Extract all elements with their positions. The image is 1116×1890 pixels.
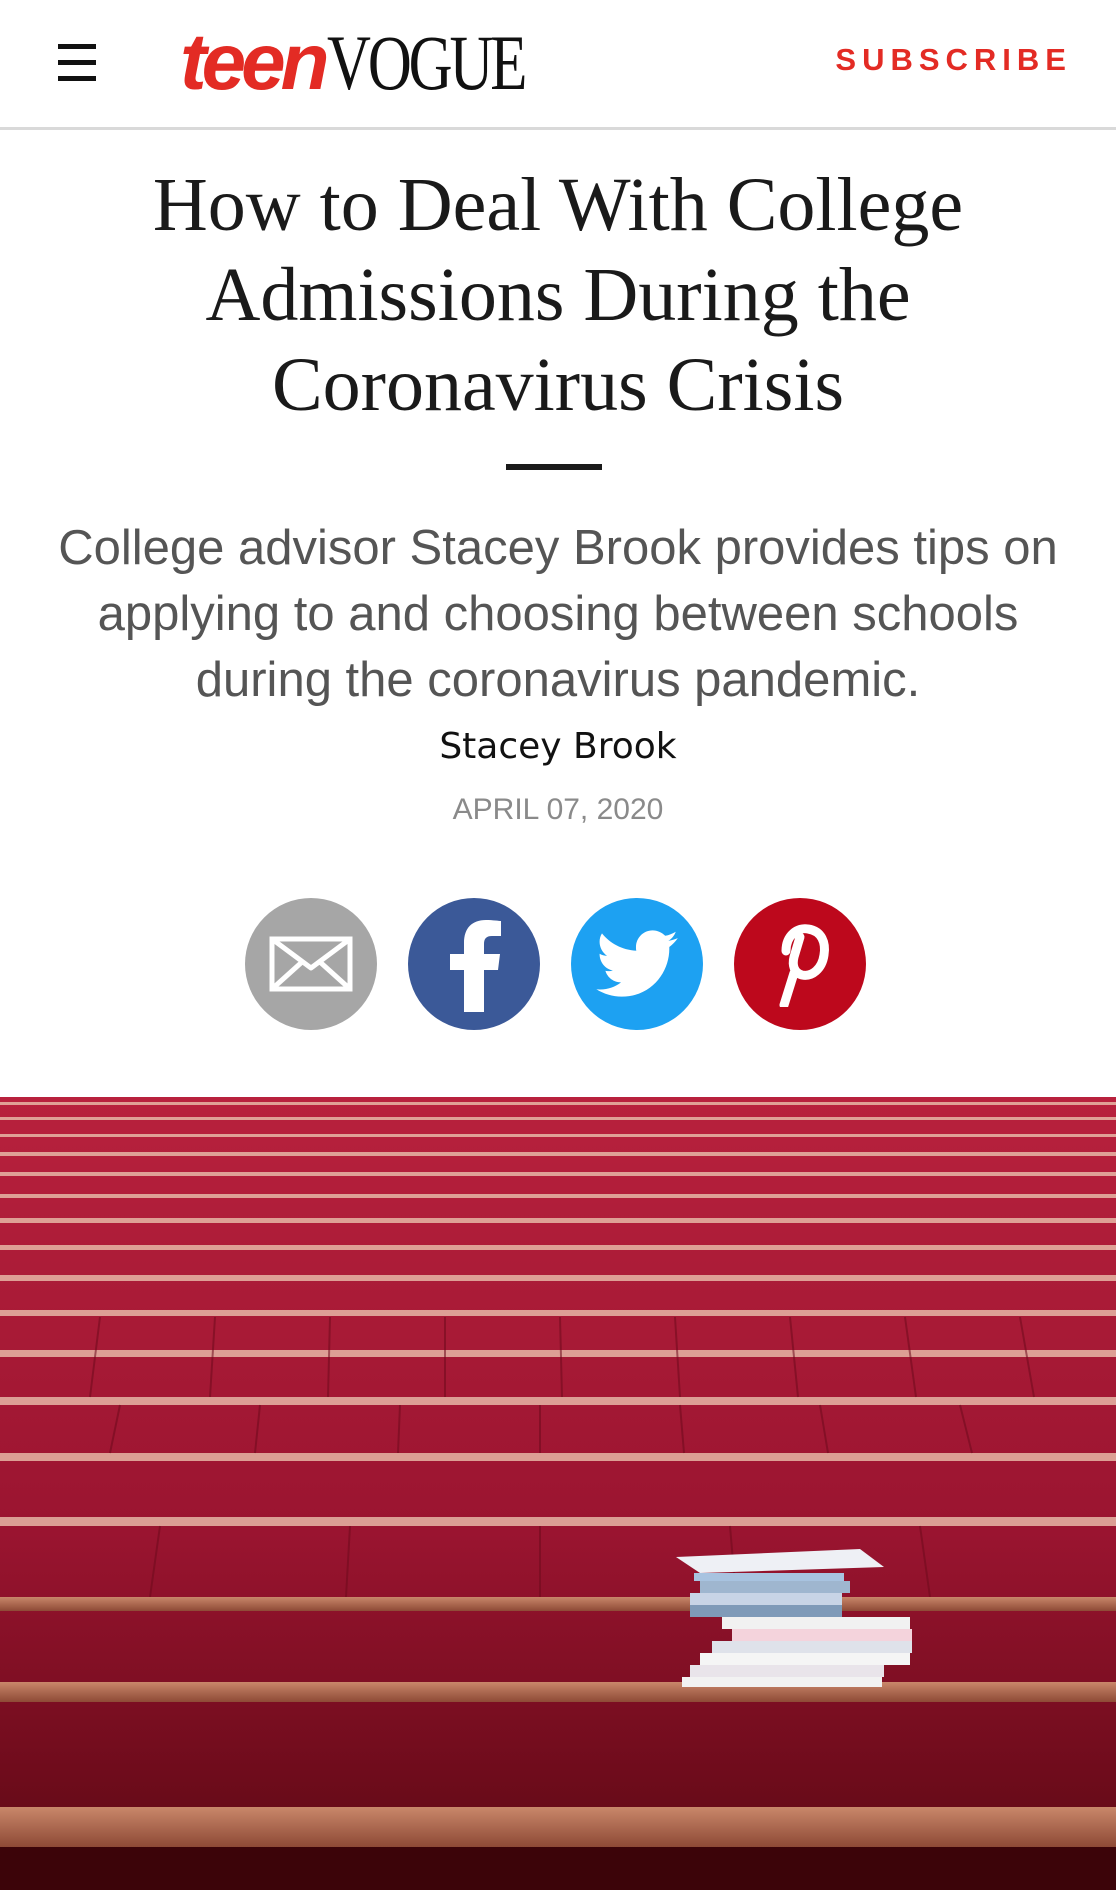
logo-vogue-text: VOGUE <box>326 19 524 106</box>
publish-date: APRIL 07, 2020 <box>452 793 664 826</box>
teen-vogue-logo[interactable] <box>180 17 579 106</box>
logo-teen-text: teen <box>180 17 325 106</box>
twitter-share-button[interactable] <box>571 898 703 1030</box>
headline-divider <box>506 464 602 470</box>
subscribe-link[interactable]: SUBSCRIBE <box>835 42 1072 77</box>
lecture-hall-seats-with-books-image <box>0 1097 1116 1890</box>
hamburger-menu-icon[interactable] <box>58 44 98 82</box>
article-headline: How to Deal With College Admissions During the Coronavirus Crisis <box>152 163 964 427</box>
facebook-share-button[interactable] <box>408 898 540 1030</box>
email-share-button[interactable] <box>245 898 377 1030</box>
site-header <box>0 0 1116 130</box>
pinterest-share-button[interactable] <box>734 898 866 1030</box>
facebook-icon <box>444 916 504 1012</box>
twitter-icon <box>596 930 678 998</box>
share-bar <box>245 898 871 1030</box>
pinterest-icon <box>768 921 832 1007</box>
article-dek: College advisor Stacey Brook provides tips on applying to and choosing between schools during the coronavirus pandemic. <box>58 521 1058 707</box>
email-icon <box>269 936 353 992</box>
author-byline[interactable]: Stacey Brook <box>439 726 677 767</box>
